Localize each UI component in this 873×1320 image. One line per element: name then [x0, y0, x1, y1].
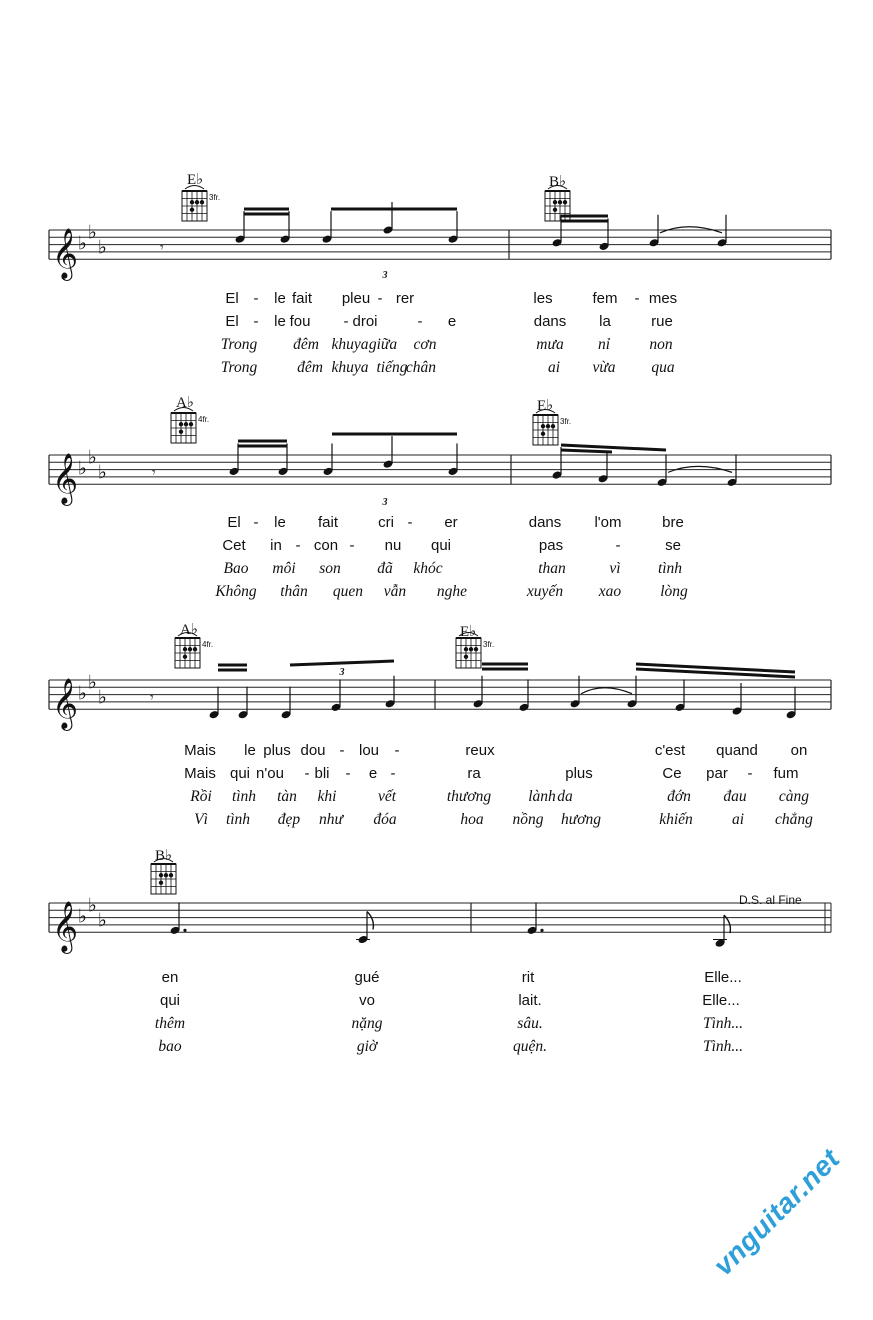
lyric-syllable: - — [634, 290, 640, 307]
lyric-syllable: dans — [528, 514, 562, 531]
lyric-syllable: giữa — [368, 336, 398, 353]
triplet-mark: 3 — [382, 497, 388, 508]
lyric-syllable: Cet — [222, 537, 246, 554]
lyric-syllable: sâu. — [517, 1015, 543, 1032]
lyric-syllable: ra — [467, 765, 481, 782]
lyric-syllable: er — [444, 514, 458, 531]
lyric-syllable: El — [225, 313, 239, 330]
lyric-syllable: thương — [446, 788, 492, 805]
finger-dot — [183, 655, 187, 659]
lyric-syllable: - — [345, 765, 351, 782]
fret-label: 4fr. — [202, 640, 214, 649]
lyric-syllable: par — [706, 765, 728, 782]
lyric-syllable: reux — [465, 742, 495, 759]
lyric-syllable: nỉ — [597, 336, 611, 353]
chord-diagram — [182, 186, 207, 222]
lyric-syllable: rit — [521, 969, 535, 986]
lyric-syllable: tình — [231, 788, 257, 805]
lyric-syllable: xuyến — [526, 583, 564, 600]
chord-diagram — [171, 408, 196, 444]
lyric-syllable: - — [339, 742, 345, 759]
finger-dot — [179, 430, 183, 434]
fret-label: 3fr. — [560, 417, 572, 426]
lyric-syllable: khuya — [331, 359, 369, 376]
lyric-syllable: Elle... — [704, 969, 742, 986]
lyric-syllable: rer — [395, 290, 415, 307]
fret-label: 3fr. — [209, 193, 221, 202]
tie — [581, 688, 632, 694]
lyric-syllable: - — [394, 742, 400, 759]
finger-dot — [553, 208, 557, 212]
lyric-syllable: khóc — [413, 560, 443, 577]
lyric-syllable: hương — [561, 811, 601, 828]
lyric-syllable: đau — [723, 788, 747, 805]
lyric-syllable: đóa — [373, 811, 397, 828]
lyric-syllable: vẫn — [383, 583, 407, 600]
lyric-syllable: rue — [651, 313, 673, 330]
lyric-syllable: giờ — [356, 1038, 378, 1055]
treble-clef: 𝄞 — [52, 453, 79, 505]
key-flat: ♭ — [88, 221, 97, 244]
finger-dot — [469, 647, 473, 651]
chord-name: E♭ — [460, 624, 477, 640]
finger-dot — [541, 432, 545, 436]
lyric-syllable: qua — [651, 359, 675, 376]
chord-name: A♭ — [176, 395, 194, 411]
lyric-syllable: - — [253, 514, 259, 531]
lyric-syllable: tiếng — [376, 359, 408, 376]
finger-dot — [546, 424, 550, 428]
lyric-syllable: - — [407, 514, 413, 531]
ds-al-fine: D.S. al Fine — [739, 893, 802, 907]
lyric-syllable: thêm — [154, 1015, 186, 1032]
lyric-syllable: Trong — [220, 336, 258, 353]
lyric-syllable: Vì — [194, 811, 208, 828]
lyric-syllable: môi — [272, 560, 296, 577]
lyric-syllable: non — [649, 336, 673, 353]
lyric-syllable: nu — [384, 537, 402, 554]
lyric-syllable: vì — [609, 560, 621, 577]
lyric-syllable: la — [599, 313, 611, 330]
lyric-syllable: than — [538, 560, 566, 577]
lyric-syllable: thân — [280, 583, 308, 600]
key-flat: ♭ — [78, 232, 87, 255]
staff-system — [49, 859, 831, 955]
key-flat: ♭ — [98, 909, 107, 932]
lyric-syllable: quện. — [512, 1038, 548, 1055]
note-dot — [183, 929, 186, 932]
lyric-syllable: fou — [289, 313, 311, 330]
lyric-syllable: da — [557, 788, 573, 805]
eighth-rest: 𝄾 — [152, 464, 156, 481]
finger-dot — [474, 647, 478, 651]
lyric-syllable: El — [227, 514, 241, 531]
lyric-syllable: như — [319, 811, 343, 828]
lyric-syllable: chân — [405, 359, 437, 376]
chord-name: B♭ — [549, 174, 567, 190]
lyric-syllable: Tình... — [702, 1038, 744, 1055]
lyric-syllable: khiến — [659, 811, 693, 828]
finger-dot — [193, 647, 197, 651]
lyric-syllable: mưa — [536, 336, 564, 353]
lyric-syllable: tình — [657, 560, 683, 577]
finger-dot — [464, 655, 468, 659]
lyric-syllable: le — [244, 742, 256, 759]
lyric-syllable: con — [313, 537, 339, 554]
lyric-syllable: Trong — [220, 359, 258, 376]
lyric-syllable: khi — [317, 788, 337, 805]
triplet-mark: 3 — [339, 667, 345, 678]
lyric-syllable: dans — [533, 313, 567, 330]
lyric-syllable: pas — [538, 537, 564, 554]
lyric-syllable: le — [274, 514, 286, 531]
lyric-syllable: le — [274, 313, 286, 330]
lyric-syllable: xao — [598, 583, 622, 600]
lyric-syllable: Ce — [662, 765, 682, 782]
watermark: vnguitar.net — [707, 1142, 846, 1282]
finger-dot — [541, 424, 545, 428]
lyric-syllable: vừa — [592, 359, 616, 376]
finger-dot — [169, 873, 173, 877]
staff-system — [49, 408, 831, 507]
key-flat: ♭ — [98, 686, 107, 709]
lyric-syllable: chẳng — [775, 811, 813, 828]
lyric-syllable: nồng — [512, 811, 544, 828]
lyric-syllable: Elle... — [702, 992, 740, 1009]
staff-system — [49, 186, 831, 282]
finger-dot — [189, 422, 193, 426]
chord-name: A♭ — [180, 622, 198, 638]
eighth-rest: 𝄾 — [150, 689, 154, 706]
treble-clef: 𝄞 — [52, 228, 79, 280]
staff-system — [49, 633, 831, 732]
lyric-syllable: c'est — [654, 742, 686, 759]
treble-clef: 𝄞 — [52, 901, 79, 953]
note-dot — [540, 929, 543, 932]
lyric-syllable: tình — [225, 811, 251, 828]
lyric-syllable: - — [390, 765, 396, 782]
finger-dot — [195, 200, 199, 204]
finger-dot — [188, 647, 192, 651]
lyric-syllable: fait — [317, 514, 339, 531]
lyric-syllable: El — [225, 290, 239, 307]
lyric-syllable: - — [615, 537, 621, 554]
lyric-syllable: cri — [378, 514, 394, 531]
fret-label: 4fr. — [198, 415, 210, 424]
lyric-syllable: mes — [648, 290, 678, 307]
lyric-syllable: - — [343, 313, 349, 330]
beam — [561, 450, 612, 452]
lyric-syllable: lait. — [518, 992, 542, 1009]
lyric-syllable: qui — [229, 765, 251, 782]
lyric-syllable: nặng — [351, 1015, 383, 1032]
lyric-syllable: Mais — [184, 765, 216, 782]
lyric-syllable: pleu — [341, 290, 371, 307]
lyric-syllable: e — [368, 765, 378, 782]
finger-dot — [464, 647, 468, 651]
finger-dot — [159, 873, 163, 877]
treble-clef: 𝄞 — [52, 678, 79, 730]
lyric-syllable: ai — [547, 359, 561, 376]
lyric-syllable: nghe — [436, 583, 468, 600]
lyric-syllable: son — [319, 560, 341, 577]
key-flat: ♭ — [88, 671, 97, 694]
key-flat: ♭ — [98, 236, 107, 259]
lyric-syllable: se — [665, 537, 681, 554]
lyric-syllable: bre — [662, 514, 684, 531]
lyric-syllable: bao — [158, 1038, 182, 1055]
lyric-syllable: on — [790, 742, 808, 759]
lyric-syllable: dou — [300, 742, 326, 759]
triplet-mark: 3 — [382, 270, 388, 281]
lyric-syllable: lành — [528, 788, 556, 805]
chord-name: E♭ — [187, 172, 204, 188]
lyric-syllable: đêm — [297, 359, 323, 376]
lyric-syllable: tàn — [277, 788, 297, 805]
finger-dot — [551, 424, 555, 428]
lyric-syllable: đêm — [293, 336, 319, 353]
lyric-syllable: vết — [377, 788, 397, 805]
eighth-rest: 𝄾 — [160, 239, 164, 256]
finger-dot — [563, 200, 567, 204]
lyric-syllable: Không — [215, 583, 257, 600]
lyric-syllable: qui — [430, 537, 452, 554]
lyric-syllable: ai — [731, 811, 745, 828]
finger-dot — [159, 881, 163, 885]
lyric-syllable: - — [377, 290, 383, 307]
lyric-syllable: Tình... — [702, 1015, 744, 1032]
finger-dot — [200, 200, 204, 204]
lyric-syllable: đã — [377, 560, 393, 577]
lyric-syllable: fait — [291, 290, 313, 307]
key-flat: ♭ — [78, 682, 87, 705]
lyric-syllable: khuya — [331, 336, 369, 353]
lyric-syllable: droi — [352, 313, 378, 330]
lyric-syllable: fem — [592, 290, 618, 307]
key-flat: ♭ — [78, 905, 87, 928]
lyric-syllable: - — [304, 765, 310, 782]
finger-dot — [164, 873, 168, 877]
lyric-syllable: - — [253, 313, 259, 330]
lyric-syllable: - — [349, 537, 355, 554]
lyric-syllable: cơn — [413, 336, 437, 353]
chord-name: E♭ — [537, 398, 554, 414]
lyric-syllable: bli — [314, 765, 330, 782]
lyric-syllable: qui — [159, 992, 181, 1009]
note-flag — [367, 912, 373, 930]
finger-dot — [190, 208, 194, 212]
lyric-syllable: Rồi — [190, 788, 212, 805]
lyric-syllable: càng — [778, 788, 810, 805]
lyric-syllable: vo — [359, 992, 375, 1009]
fret-label: 3fr. — [483, 640, 495, 649]
finger-dot — [179, 422, 183, 426]
lyric-syllable: - — [295, 537, 301, 554]
lyric-syllable: n'ou — [256, 765, 284, 782]
lyric-syllable: l'om — [594, 514, 622, 531]
lyric-syllable: quen — [332, 583, 364, 600]
lyric-syllable: e — [447, 313, 457, 330]
lyric-syllable: - — [747, 765, 753, 782]
lyric-syllable: le — [274, 290, 286, 307]
lyric-syllable: gué — [354, 969, 380, 986]
lyric-syllable: plus — [263, 742, 291, 759]
lyric-syllable: in — [270, 537, 282, 554]
lyric-syllable: đớn — [667, 788, 691, 805]
lyric-syllable: hoa — [460, 811, 484, 828]
lyric-syllable: lou — [358, 742, 380, 759]
finger-dot — [190, 200, 194, 204]
lyric-syllable: lòng — [660, 583, 688, 600]
lyric-syllable: - — [417, 313, 423, 330]
lyric-syllable: đẹp — [277, 811, 301, 828]
key-flat: ♭ — [78, 457, 87, 480]
key-flat: ♭ — [98, 461, 107, 484]
lyric-syllable: Mais — [184, 742, 216, 759]
lyric-syllable: - — [253, 290, 259, 307]
chord-name: B♭ — [155, 848, 173, 864]
finger-dot — [184, 422, 188, 426]
lyric-syllable: les — [533, 290, 553, 307]
finger-dot — [183, 647, 187, 651]
lyric-syllable: en — [161, 969, 179, 986]
finger-dot — [558, 200, 562, 204]
lyric-syllable: Bao — [223, 560, 249, 577]
key-flat: ♭ — [88, 446, 97, 469]
lyric-syllable: fum — [773, 765, 799, 782]
lyric-syllable: quand — [716, 742, 758, 759]
key-flat: ♭ — [88, 894, 97, 917]
beam — [290, 661, 394, 665]
finger-dot — [553, 200, 557, 204]
lyric-syllable: plus — [565, 765, 593, 782]
